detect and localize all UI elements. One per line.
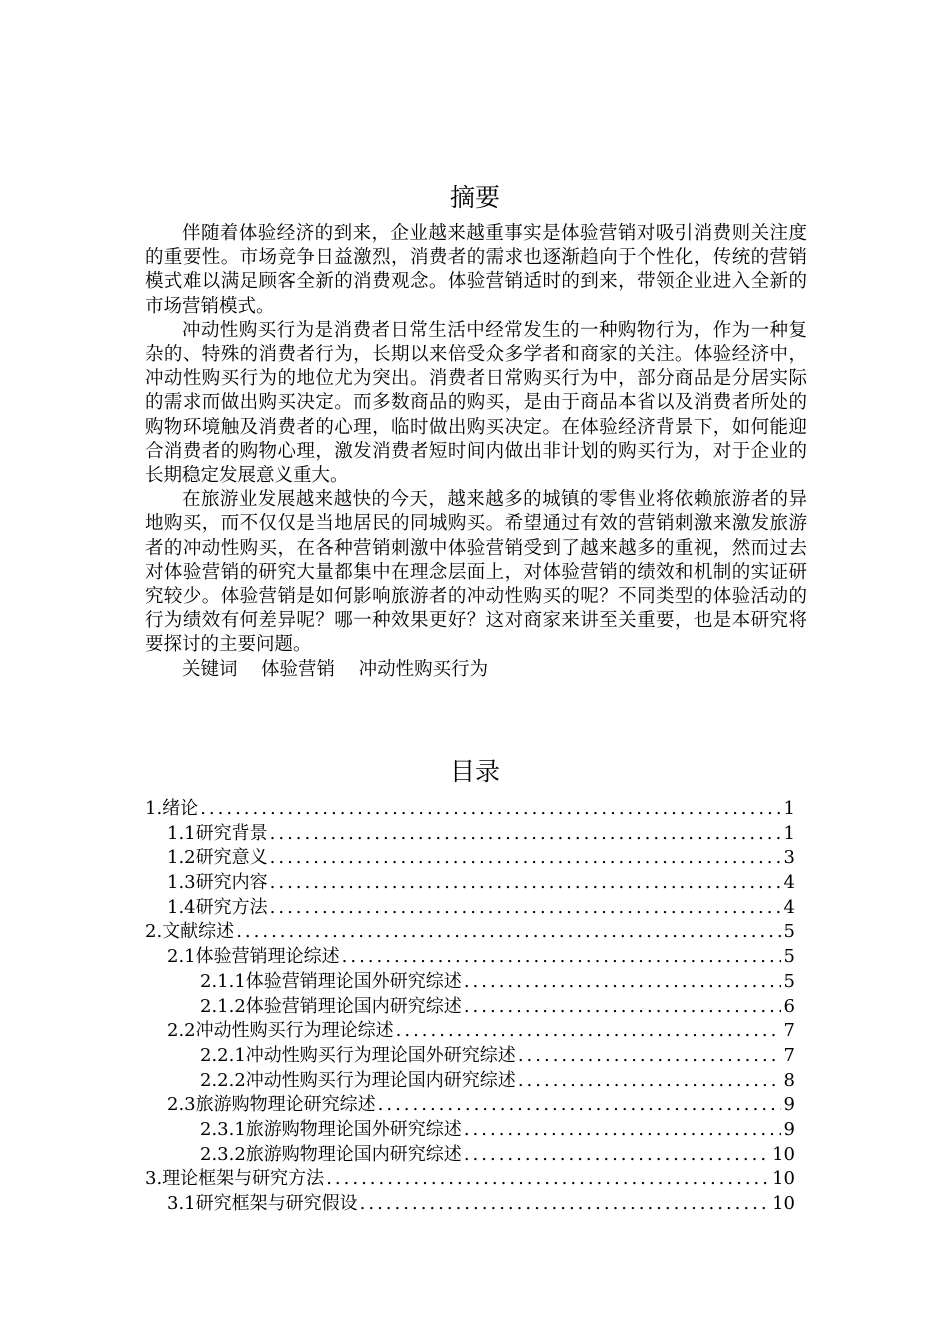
toc-leader-dots: [464, 1118, 781, 1143]
toc-heading: 目录: [449, 757, 500, 786]
keyword: 冲动性购买行为: [358, 658, 489, 680]
toc-entry[interactable]: [145, 920, 795, 945]
table-of-contents: [145, 797, 795, 1217]
toc-entry-page: 6: [783, 995, 795, 1017]
toc-leader-dots: [518, 1044, 781, 1069]
keywords-label: 关键词: [182, 658, 238, 680]
toc-entry-page: 5: [783, 970, 795, 992]
toc-leader-dots: [396, 1019, 781, 1044]
toc-leader-dots: [378, 1093, 781, 1118]
toc-entry[interactable]: [145, 1044, 795, 1069]
abstract-paragraph: 在旅游业发展越来越快的今天，越来越多的城镇的零售业将依赖旅游者的异地购买，而不仅仅是当地居民的同城购买。希望通过有效的营销刺激来激发旅游者的冲动性购买，在各种营销刺激中体验营销受到了越来越多的重视，然而过去对体验营销的研究大量都集中在理念层面上，对体验营销的绩效和机制的实证研究较少。体验营销是如何影响旅游者的冲动性购买的呢？不同类型的体验活动的行为绩效有何差异呢？哪一种效果更好？这对商家来讲至关重要，也是本研究将要探讨的主要问题。: [145, 489, 807, 656]
toc-entry-page: 4: [783, 872, 795, 894]
toc-entry[interactable]: [145, 1167, 795, 1192]
toc-entry-title: 3.理论框架与研究方法: [145, 1168, 325, 1190]
toc-entry[interactable]: [145, 1069, 795, 1094]
toc-leader-dots: [326, 1167, 770, 1192]
toc-leader-dots: [464, 1143, 770, 1168]
toc-entry-title: 2.3.2旅游购物理论国内研究综述: [200, 1143, 462, 1165]
toc-leader-dots: [200, 797, 781, 822]
toc-entry-page: 9: [783, 1094, 795, 1116]
toc-entry[interactable]: [145, 970, 795, 995]
toc-entry-page: 7: [783, 1044, 795, 1066]
toc-entry-title: 2.2.1冲动性购买行为理论国外研究综述: [200, 1044, 516, 1066]
toc-entry-title: 2.1.2体验营销理论国内研究综述: [200, 995, 462, 1017]
toc-entry-page: 5: [783, 946, 795, 968]
toc-leader-dots: [342, 945, 781, 970]
toc-entry-title: 2.文献综述: [145, 921, 235, 943]
toc-entry[interactable]: [145, 1093, 795, 1118]
toc-entry-title: 2.3旅游购物理论研究综述: [167, 1094, 376, 1116]
toc-entry-title: 2.3.1旅游购物理论国外研究综述: [200, 1118, 462, 1140]
toc-entry-page: 10: [772, 1143, 795, 1165]
toc-leader-dots: [236, 920, 781, 945]
toc-entry-page: 1: [783, 798, 795, 819]
toc-entry[interactable]: [145, 1019, 795, 1044]
toc-entry[interactable]: [145, 945, 795, 970]
toc-entry-page: 7: [783, 1020, 795, 1042]
toc-entry-page: 1: [783, 822, 795, 844]
toc-leader-dots: [270, 871, 781, 896]
toc-entry[interactable]: [145, 871, 795, 896]
toc-entry[interactable]: [145, 797, 795, 822]
toc-entry[interactable]: [145, 1143, 795, 1168]
abstract-body: [145, 222, 807, 682]
toc-entry[interactable]: [145, 995, 795, 1020]
toc-entry[interactable]: [145, 1118, 795, 1143]
toc-leader-dots: [518, 1069, 781, 1094]
toc-leader-dots: [360, 1192, 770, 1217]
toc-entry-page: 9: [783, 1118, 795, 1140]
toc-leader-dots: [270, 822, 781, 847]
toc-entry[interactable]: [145, 822, 795, 847]
toc-entry[interactable]: [145, 1192, 795, 1217]
abstract-paragraph: 伴随着体验经济的到来，企业越来越重事实是体验营销对吸引消费则关注度的重要性。市场竞争日益激烈，消费者的需求也逐渐趋向于个性化，传统的营销模式难以满足顾客全新的消费观念。体验营销适时的到来，带领企业进入全新的市场营销模式。: [145, 223, 807, 317]
toc-entry[interactable]: [145, 896, 795, 921]
toc-entry-page: 4: [783, 896, 795, 918]
toc-entry-page: 8: [783, 1069, 795, 1091]
toc-entry-page: 3: [783, 847, 795, 869]
toc-entry-title: 2.1.1体验营销理论国外研究综述: [200, 970, 462, 992]
toc-entry-title: 3.1研究框架与研究假设: [167, 1193, 358, 1214]
keywords-line: [145, 658, 807, 682]
toc-entry-title: 1.1研究背景: [167, 822, 268, 844]
toc-entry-title: 2.2冲动性购买行为理论综述: [167, 1020, 394, 1042]
toc-entry-title: 1.2研究意义: [167, 847, 268, 869]
toc-entry-page: 10: [772, 1193, 795, 1214]
toc-entry-title: 1.绪论: [145, 798, 199, 819]
toc-entry-page: 10: [772, 1168, 795, 1190]
toc-entry-title: 1.4研究方法: [167, 896, 268, 918]
toc-entry[interactable]: [145, 846, 795, 871]
keyword: 体验营销: [261, 658, 336, 680]
abstract-heading: 摘要: [449, 183, 500, 212]
toc-leader-dots: [464, 995, 781, 1020]
toc-leader-dots: [270, 896, 781, 921]
toc-entry-title: 2.1体验营销理论综述: [167, 946, 340, 968]
toc-entry-title: 2.2.2冲动性购买行为理论国内研究综述: [200, 1069, 516, 1091]
toc-leader-dots: [464, 970, 781, 995]
abstract-paragraph: 冲动性购买行为是消费者日常生活中经常发生的一种购物行为，作为一种复杂的、特殊的消费者行为，长期以来倍受众多学者和商家的关注。体验经济中，冲动性购买行为的地位尤为突出。消费者日常购买行为中，部分商品是分居实际的需求而做出购买决定。而多数商品的购买，是由于商品本省以及消费者所处的购物环境触及消费者的心理，临时做出购买决定。在体验经济背景下，如何能迎合消费者的购物心理，激发消费者短时间内做出非计划的购买行为，对于企业的长期稳定发展意义重大。: [145, 319, 807, 487]
toc-entry-page: 5: [783, 921, 795, 943]
toc-entry-title: 1.3研究内容: [167, 872, 268, 894]
toc-leader-dots: [270, 846, 781, 871]
